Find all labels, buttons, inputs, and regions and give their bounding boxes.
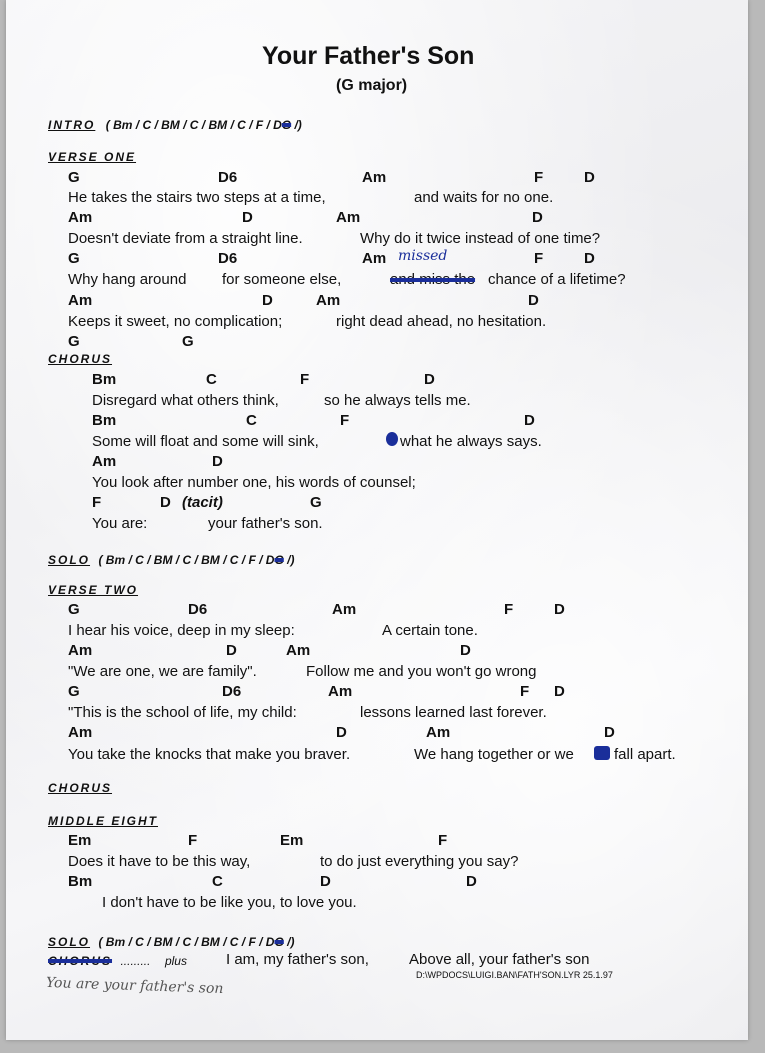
chord: D — [320, 873, 331, 890]
chord: D — [584, 169, 595, 186]
chord: G — [68, 169, 80, 186]
chord: D6 — [188, 601, 208, 618]
tacit-marking: (tacit) — [182, 494, 223, 511]
chord: Am — [92, 453, 117, 470]
plus-note: plus — [164, 954, 187, 968]
handwritten-annotation: missed — [398, 248, 448, 264]
chord: G — [68, 333, 80, 350]
lyric: I hear his voice, deep in my sleep: — [68, 622, 295, 639]
chord: D — [424, 371, 435, 388]
chord: Am — [68, 642, 93, 659]
ink-blot — [594, 746, 610, 760]
solo-struck-chord: G — [274, 553, 284, 567]
lyric: Some will float and some will sink, — [92, 433, 319, 450]
chorus-label: CHORUS — [48, 352, 113, 366]
chord: D — [554, 683, 565, 700]
chord: D6 — [222, 683, 242, 700]
chord: Em — [280, 832, 304, 849]
lyric: Doesn't deviate from a straight line. — [68, 230, 303, 247]
chord: C — [212, 873, 223, 890]
intro-label: INTRO — [48, 118, 96, 132]
lyric: right dead ahead, no hesitation. — [336, 313, 547, 330]
chord: F — [504, 601, 514, 618]
file-path: D:\WPDOCS\LUIGI.BAN\FATH'SON.LYR 25.1.97 — [416, 970, 613, 980]
chord: G — [68, 683, 80, 700]
chord: Bm — [92, 371, 117, 388]
chord: Am — [362, 169, 387, 186]
chord: F — [438, 832, 448, 849]
chord: G — [182, 333, 194, 350]
struck-lyric: and miss the — [390, 271, 476, 288]
chord: F — [300, 371, 310, 388]
chorus-repeat-label: CHORUS — [48, 781, 113, 795]
chord: Am — [336, 209, 361, 226]
song-key: (G major) — [336, 77, 408, 94]
chord: D — [212, 453, 223, 470]
chord: Bm — [68, 873, 93, 890]
chord: F — [340, 412, 350, 429]
solo-struck-chord: G — [274, 935, 284, 949]
chord: F — [188, 832, 198, 849]
lyric: Above all, your father's son — [409, 951, 590, 968]
chord: D — [554, 601, 565, 618]
chord: D — [242, 209, 253, 226]
lyric: Follow me and you won't go wrong — [306, 663, 537, 680]
lyric: Keeps it sweet, no complication; — [68, 313, 283, 330]
chord: D — [466, 873, 477, 890]
dots: ......... — [120, 954, 151, 968]
chord: F — [534, 169, 544, 186]
chord: D — [460, 642, 471, 659]
chord: C — [206, 371, 217, 388]
intro-struck-chord: G — [281, 118, 292, 132]
chord: Am — [426, 724, 451, 741]
chord: D — [262, 292, 273, 309]
lyric: I am, my father's son, — [226, 951, 369, 968]
ending-line — [48, 952, 187, 970]
verse-two-label: VERSE TWO — [48, 583, 139, 597]
chord: D6 — [218, 250, 238, 267]
lyric: Disregard what others think, — [92, 392, 279, 409]
lyric: We hang together or we — [414, 746, 574, 763]
solo-label: SOLO — [48, 553, 91, 567]
chord: Am — [332, 601, 357, 618]
lyric: "We are one, we are family". — [68, 663, 257, 680]
lyric: You are: — [92, 515, 148, 532]
chord: D6 — [218, 169, 238, 186]
chord: D — [160, 494, 171, 511]
lyric: Why do it twice instead of one time? — [360, 230, 601, 247]
chord: C — [246, 412, 257, 429]
chord: Am — [286, 642, 311, 659]
lyric: He takes the stairs two steps at a time, — [68, 189, 326, 206]
chord: F — [534, 250, 544, 267]
lyric: I don't have to be like you, to love you. — [102, 894, 357, 911]
song-title: Your Father's Son — [262, 42, 475, 70]
chord: Am — [68, 292, 93, 309]
chord: Am — [68, 209, 93, 226]
struck-chorus-label: CHORUS — [48, 954, 113, 968]
intro-sequence: ( Bm / C / BM / C / BM / C / F / D — [105, 118, 282, 132]
lyric: your father's son. — [208, 515, 323, 532]
lyric: A certain tone. — [382, 622, 478, 639]
lyric: what he always says. — [400, 433, 542, 450]
lyric: Does it have to be this way, — [68, 853, 251, 870]
chord: D — [524, 412, 535, 429]
lyric: and waits for no one. — [414, 189, 554, 206]
solo-line-2 — [48, 933, 294, 951]
chord: D — [336, 724, 347, 741]
lyric: You take the knocks that make you braver. — [68, 746, 351, 763]
chord: F — [520, 683, 530, 700]
chord: D — [532, 209, 543, 226]
chord: D — [604, 724, 615, 741]
lyric: You look after number one, his words of counsel; — [92, 474, 416, 491]
solo-sequence: ( Bm / C / BM / C / BM / C / F / D — [98, 553, 275, 567]
intro-line — [48, 116, 302, 134]
chord: D — [584, 250, 595, 267]
lyric: to do just everything you say? — [320, 853, 519, 870]
chord: G — [310, 494, 322, 511]
lyric: for someone else, — [222, 271, 342, 288]
lyric: "This is the school of life, my child: — [68, 704, 297, 721]
lyric: chance of a lifetime? — [488, 271, 626, 288]
chord: D — [528, 292, 539, 309]
lyric: Why hang around — [68, 271, 187, 288]
ink-blot — [386, 432, 398, 446]
solo-sequence: ( Bm / C / BM / C / BM / C / F / D — [98, 935, 275, 949]
chord: F — [92, 494, 102, 511]
lyric: fall apart. — [614, 746, 676, 763]
lyric: lessons learned last forever. — [360, 704, 547, 721]
intro-sequence-end: /) — [291, 118, 302, 132]
solo-sequence-end: /) — [283, 935, 295, 949]
verse-one-label: VERSE ONE — [48, 150, 137, 164]
chord: Am — [68, 724, 93, 741]
chord: Bm — [92, 412, 117, 429]
chord: Em — [68, 832, 92, 849]
lyric-sheet — [6, 0, 748, 1040]
chord: G — [68, 250, 80, 267]
pencil-note: You are your father's son — [45, 974, 224, 998]
chord: Am — [362, 250, 387, 267]
solo-line — [48, 551, 294, 569]
chord: G — [68, 601, 80, 618]
middle-eight-label: MIDDLE EIGHT — [48, 814, 158, 828]
lyric: so he always tells me. — [324, 392, 471, 409]
solo-label: SOLO — [48, 935, 91, 949]
chord: Am — [328, 683, 353, 700]
chord: D — [226, 642, 237, 659]
chord: Am — [316, 292, 341, 309]
solo-sequence-end: /) — [283, 553, 295, 567]
